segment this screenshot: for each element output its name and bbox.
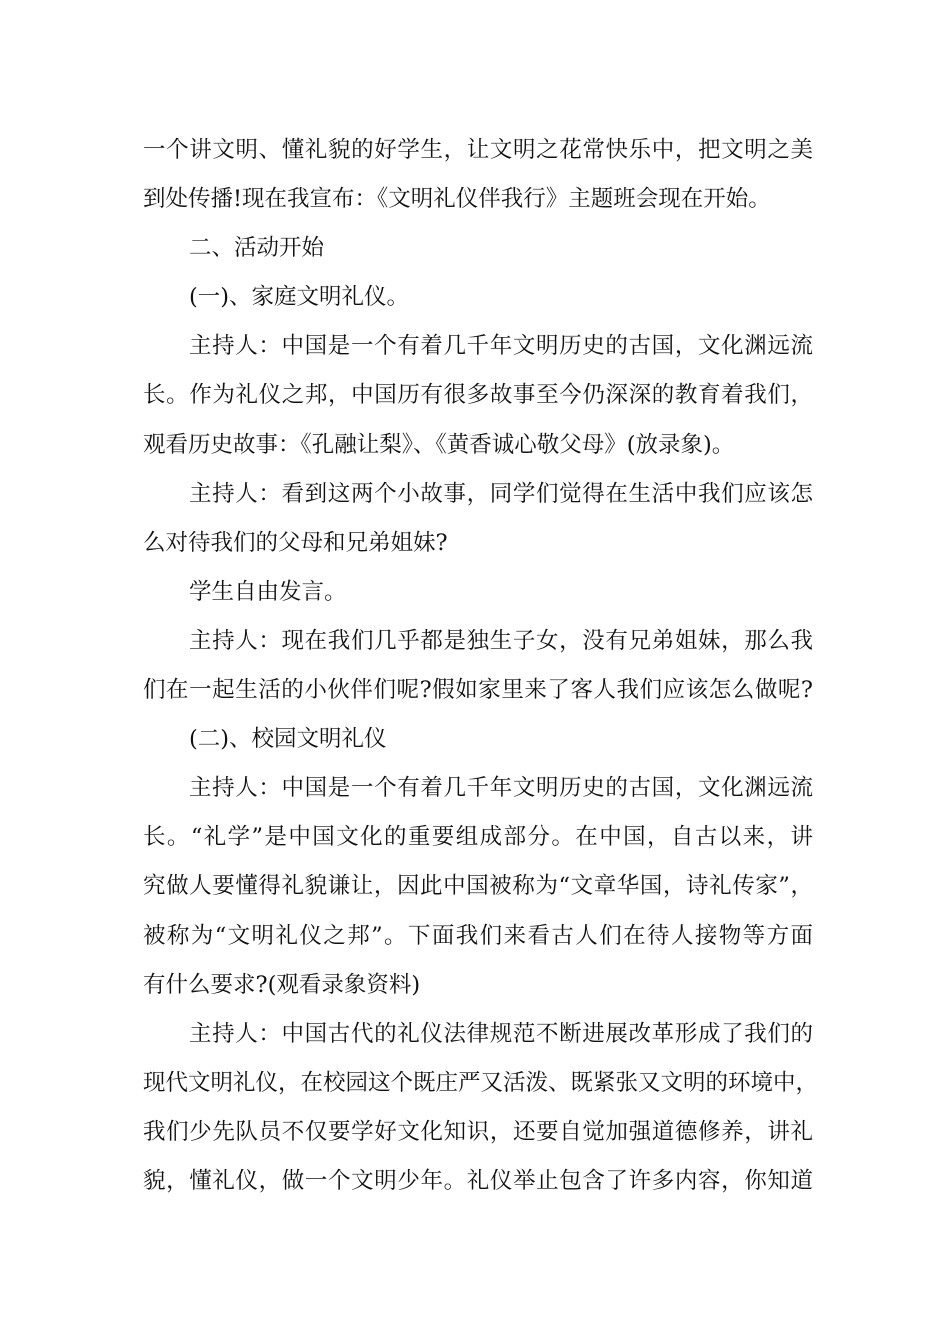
text-line: 究做人要懂得礼貌谦让，因此中国被称为“文章华国，诗礼传家”， xyxy=(143,873,813,900)
text-line: 长。“礼学”是中国文化的重要组成部分。在中国，自古以来，讲 xyxy=(143,824,813,851)
text-line: 们在一起生活的小伙伴们呢?假如家里来了客人我们应该怎么做呢? xyxy=(143,677,813,704)
text-line: 现代文明礼仪，在校园这个既庄严又活泼、既紧张又文明的环境中， xyxy=(143,1069,819,1096)
text-line: 有什么要求?(观看录象资料) xyxy=(143,971,421,998)
text-line: 长。作为礼仪之邦，中国历有很多故事至今仍深深的教育着我们， xyxy=(143,382,813,409)
text-line: 主持人：中国是一个有着几千年文明历史的古国，文化渊远流 xyxy=(189,333,813,360)
text-line: 观看历史故事：《孔融让梨》、《黄香诚心敬父母》(放录象)。 xyxy=(143,431,735,458)
text-line: 我们少先队员不仅要学好文化知识，还要自觉加强道德修养，讲礼 xyxy=(143,1118,813,1145)
text-line: (二)、校园文明礼仪 xyxy=(189,726,387,753)
text-line: 主持人：看到这两个小故事，同学们觉得在生活中我们应该怎 xyxy=(189,480,813,507)
text-line: 主持人：中国古代的礼仪法律规范不断进展改革形成了我们的 xyxy=(189,1020,813,1047)
document-body xyxy=(143,126,819,1206)
text-line: (一)、家庭文明礼仪。 xyxy=(189,284,410,311)
text-line: 一个讲文明、懂礼貌的好学生，让文明之花常快乐中，把文明之美 xyxy=(143,137,813,163)
text-line: 主持人：现在我们几乎都是独生子女，没有兄弟姐妹，那么我 xyxy=(189,627,813,654)
text-line: 主持人：中国是一个有着几千年文明历史的古国，文化渊远流 xyxy=(189,775,813,802)
text-line: 么对待我们的父母和兄弟姐妹? xyxy=(143,529,448,556)
text-line: 二、活动开始 xyxy=(189,235,325,262)
text-line: 到处传播!现在我宣布：《文明礼仪伴我行》主题班会现在开始。 xyxy=(143,186,771,213)
text-line: 貌，懂礼仪，做一个文明少年。礼仪举止包含了许多内容，你知道 xyxy=(143,1167,813,1194)
text-line: 学生自由发言。 xyxy=(189,578,347,605)
text-line: 被称为“文明礼仪之邦”。下面我们来看古人们在待人接物等方面 xyxy=(143,922,813,949)
